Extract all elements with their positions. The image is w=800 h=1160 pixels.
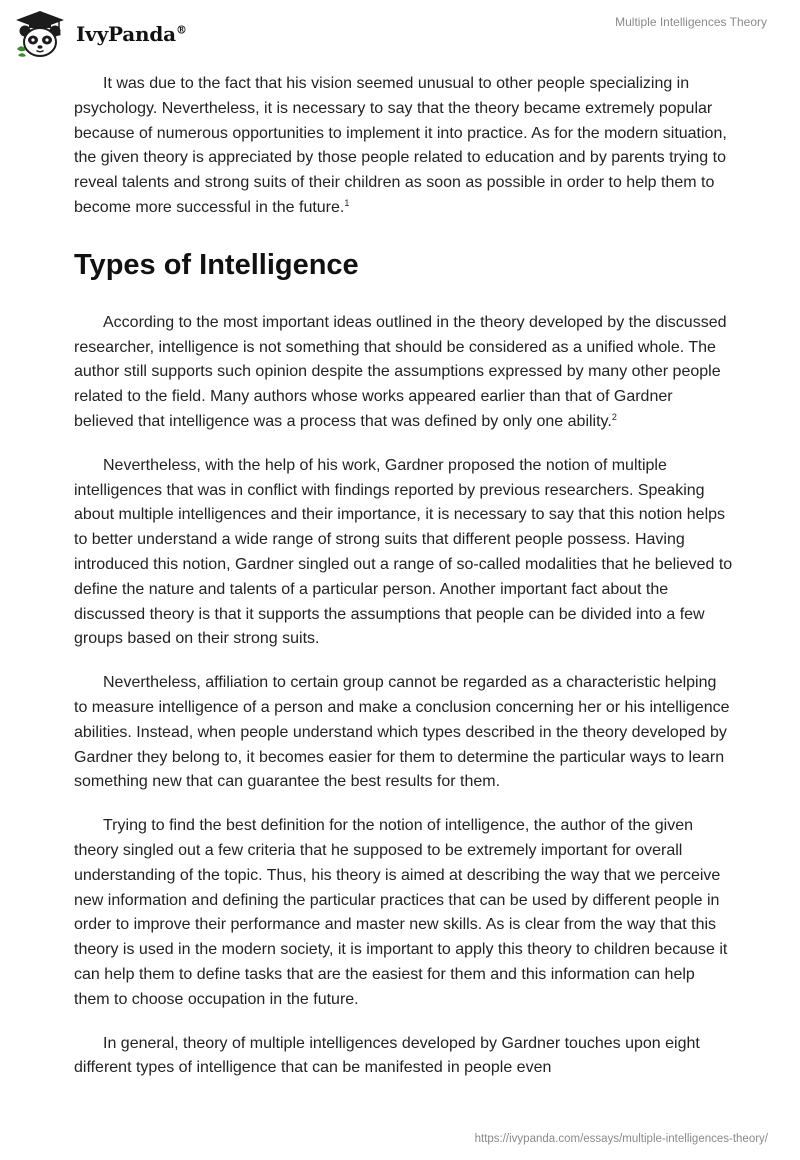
document-title: Multiple Intelligences Theory xyxy=(615,15,767,29)
paragraph-6: In general, theory of multiple intelligences developed by Gardner touches upon eight different types of intelligence that can be manifested in people even xyxy=(74,1034,700,1077)
panda-graduate-icon xyxy=(14,9,66,59)
essay-body xyxy=(74,72,734,1100)
registered-mark: ® xyxy=(175,23,187,37)
source-url[interactable]: https://ivypanda.com/essays/multiple-intelligences-theory/ xyxy=(474,1133,768,1145)
brand-logo[interactable] xyxy=(14,9,187,59)
footnote-ref-1[interactable]: 1 xyxy=(344,197,350,208)
paragraph-1 xyxy=(74,72,734,221)
paragraph-1-text: It was due to the fact that his vision seemed unusual to other people specializing in psychology. Nevertheless, it is necessary to say that the theory became extremely popular because of numerous opportunities to implement it into practice. As for the modern situation, the given theory is appreciated by those people related to education and by parents trying to reveal talents and strong suits of their children as soon as possible in order to help them to become more successful in the future. xyxy=(74,75,727,216)
paragraph-2-text: According to the most important ideas outlined in the theory developed by the discussed researcher, intelligence is not something that should be considered as a unified whole. The author still supports such opinion despite the assumptions expressed by many other people related to the field. Many authors whose works appeared earlier than that of Gardner believed that intelligence was a process that was defined by only one ability. xyxy=(74,313,727,430)
paragraph-4: Nevertheless, affiliation to certain group cannot be regarded as a characteristic helping to measure intelligence of a person and make a conclusion concerning her or his intelligence abilities. Instead, when people understand which types described in the theory developed by Gardner they belong to, it becomes easier for them to determine the particular ways to learn something new that can guarantee the best results for them. xyxy=(74,674,730,791)
paragraph-5: Trying to find the best definition for the notion of intelligence, the author of the given theory singled out a few criteria that he supposed to be extremely important for overall understanding of the topic. Thus, his theory is aimed at describing the way that we perceive new information and defining the particular practices that can be used by different people in order to improve their performance and master new skills. As is clear from the way that this theory is used in the modern society, it is important to apply this theory to children because it can help them to define tasks that are the easiest for them and this information can help them to choose occupation in the future. xyxy=(74,817,728,1008)
section-heading: Types of Intelligence xyxy=(74,248,359,281)
footnote-ref-2[interactable]: 2 xyxy=(611,411,617,422)
brand-name: IvyPanda® xyxy=(76,22,187,46)
paragraph-3: Nevertheless, with the help of his work, Gardner proposed the notion of multiple intelligences that was in conflict with findings reported by previous researchers. Speaking about multiple intelligences and their importance, it is necessary to say that this notion helps to better understand a wide range of strong suits that different people possess. Having introduced this notion, Gardner singled out a range of so-called modalities that he believed to define the nature and talents of a particular person. Another important fact about the discussed theory is that it supports the assumptions that people can be divided into a few groups based on their strong suits. xyxy=(74,456,733,648)
page-header xyxy=(0,0,800,70)
paragraph-2 xyxy=(74,311,734,435)
